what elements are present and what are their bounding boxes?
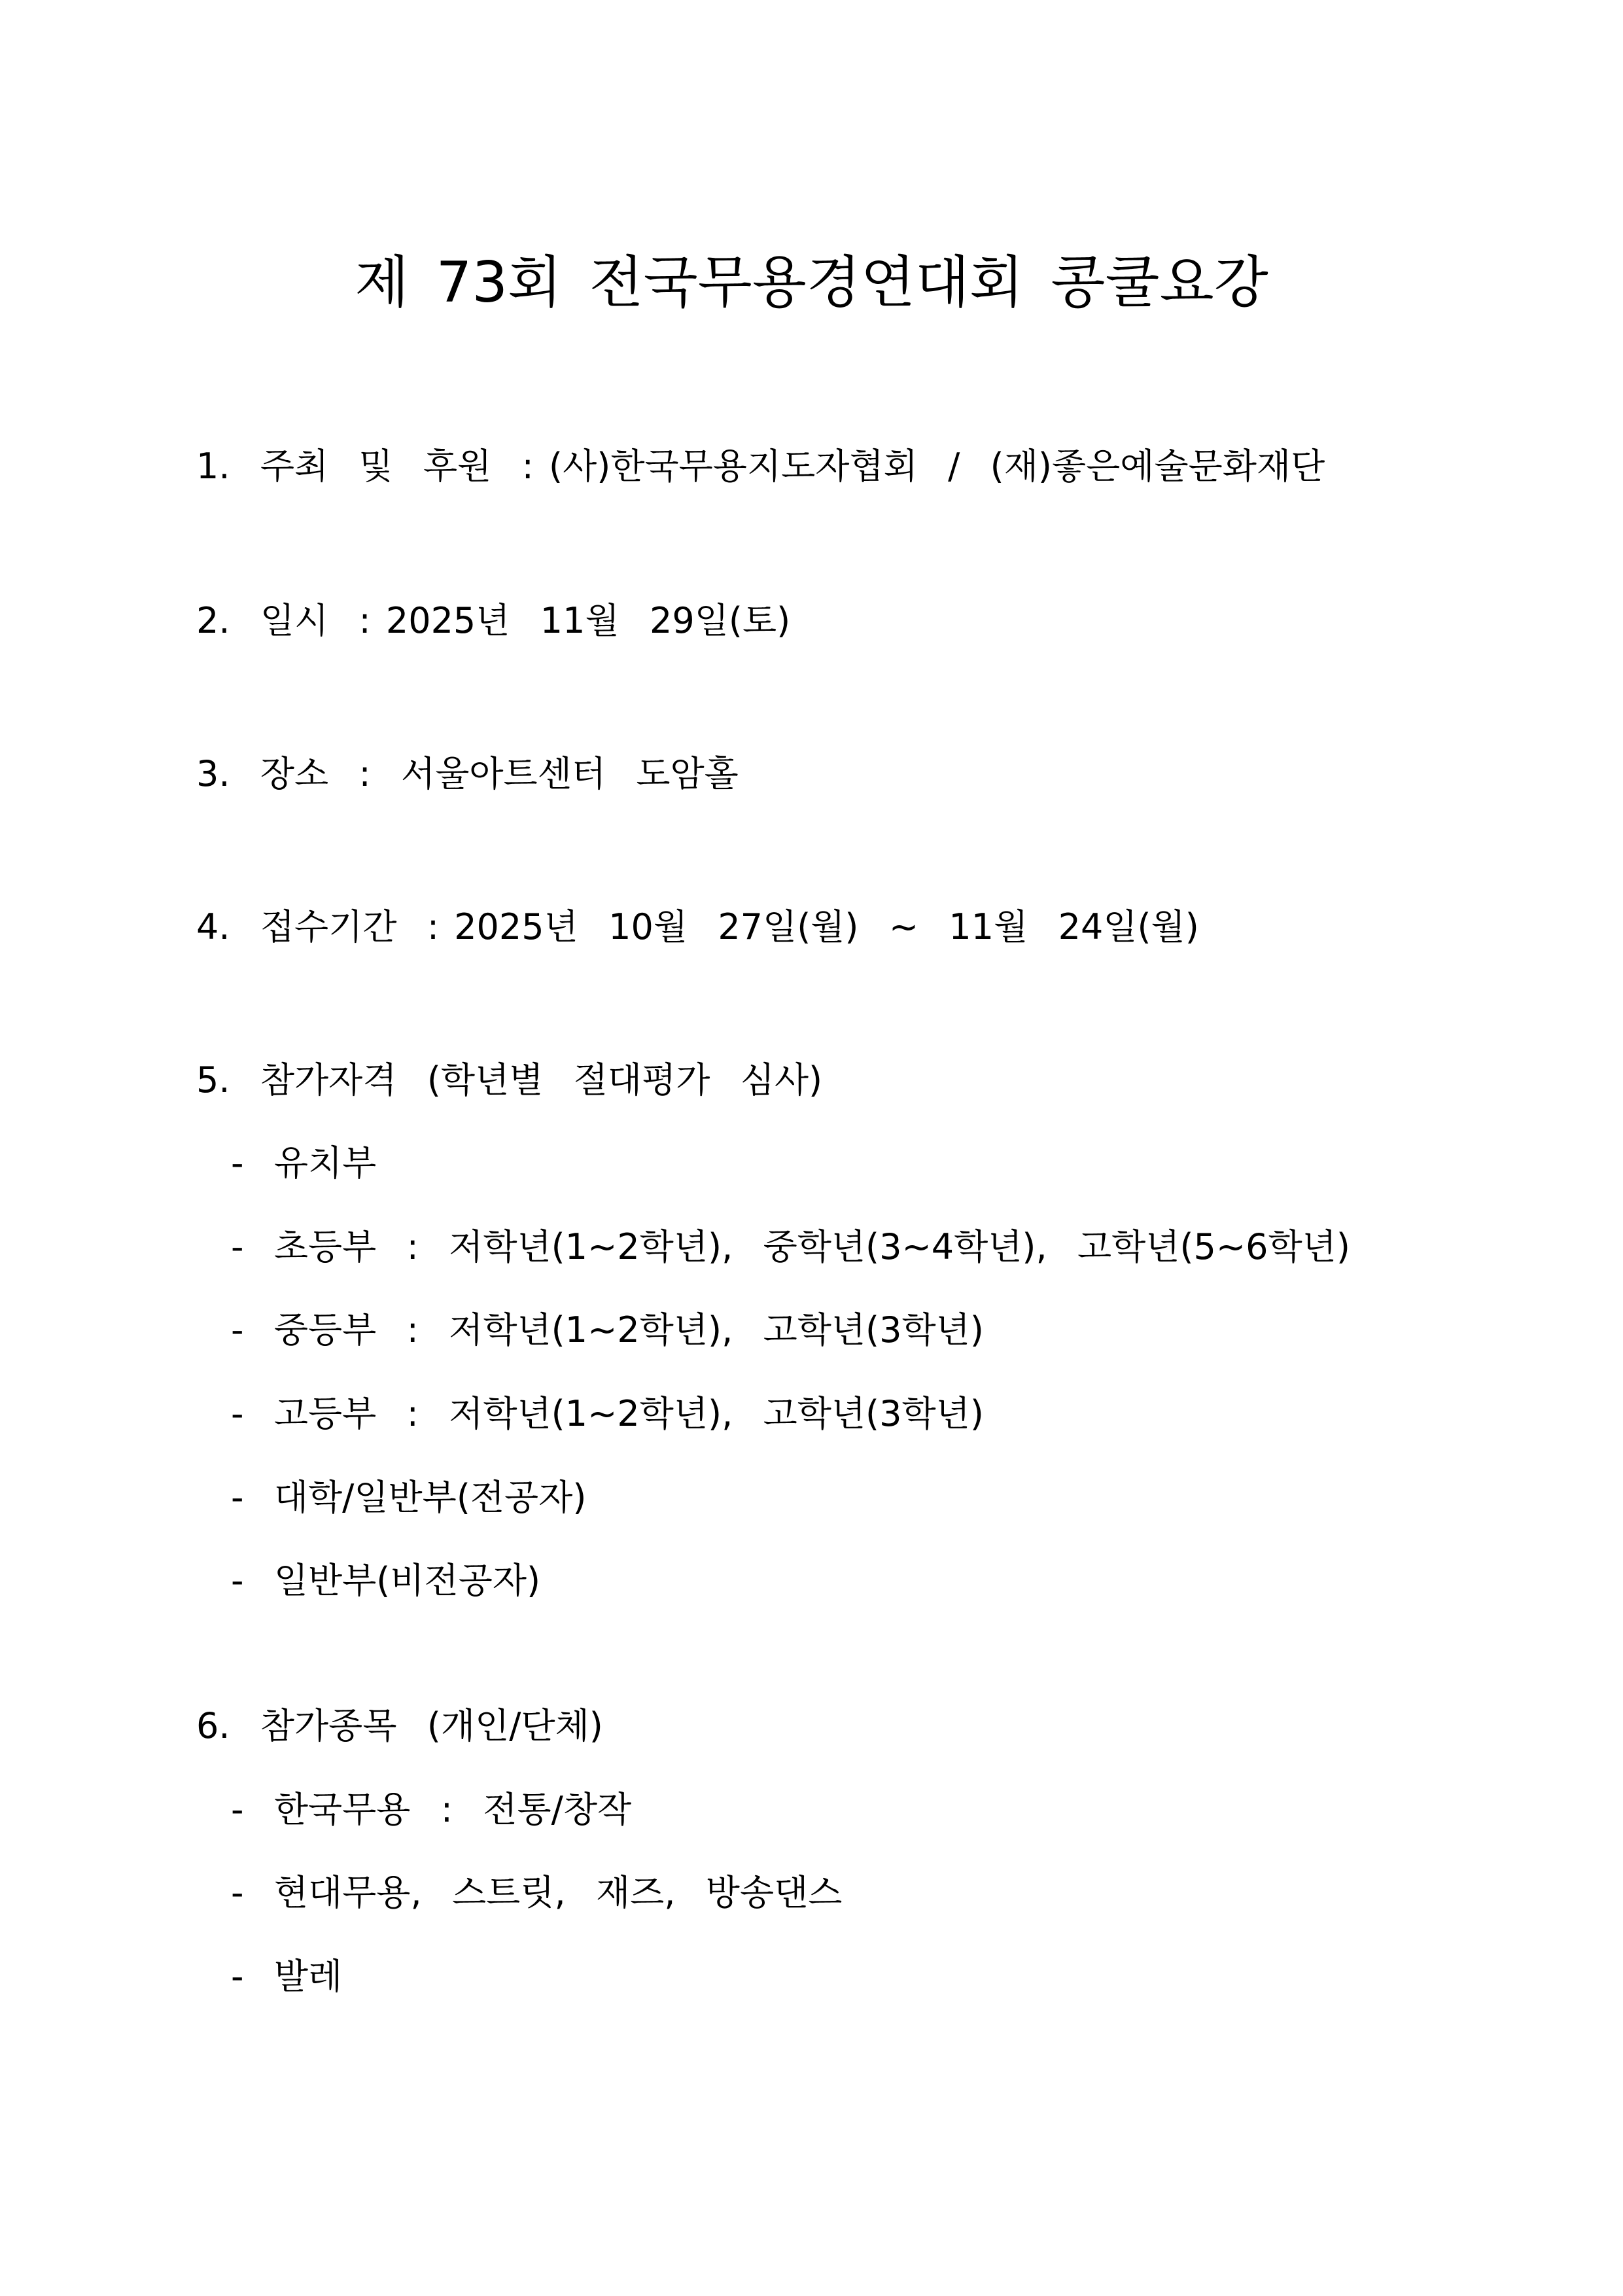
list-item: - 중등부 : 저학년(1~2학년), 고학년(3학년) <box>231 1309 984 1351</box>
list-item: - 대학/일반부(전공자) <box>231 1477 587 1518</box>
list-item: - 발레 <box>231 1956 343 1997</box>
section-application-period: 4. 접수기간 : 2025년 10월 27일(월) ~ 11월 24일(월) <box>196 906 1199 947</box>
section-categories: 6. 참가종목 (개인/단체) <box>196 1705 603 1746</box>
list-item: - 초등부 : 저학년(1~2학년), 중학년(3~4학년), 고학년(5~6학년) <box>231 1226 1350 1267</box>
section-date: 2. 일시 : 2025년 11월 29일(토) <box>196 600 791 641</box>
list-item: - 유치부 <box>231 1142 377 1184</box>
section-venue: 3. 장소 : 서울아트센터 도암홀 <box>196 753 739 794</box>
list-item: - 일반부(비전공자) <box>231 1560 541 1601</box>
section-host-sponsor: 1. 주최 및 후원 : (사)한국무용지도자협회 / (재)좋은예술문화재단 <box>196 446 1325 487</box>
list-item: - 현대무용, 스트릿, 재즈, 방송댄스 <box>231 1872 843 1913</box>
section-eligibility: 5. 참가자격 (학년별 절대평가 심사) <box>196 1059 823 1101</box>
list-item: - 고등부 : 저학년(1~2학년), 고학년(3학년) <box>231 1393 984 1434</box>
list-item: - 한국무용 : 전통/창작 <box>231 1789 632 1830</box>
page-title: 제 73회 전국무용경연대회 콩쿨요강 <box>355 250 1268 315</box>
